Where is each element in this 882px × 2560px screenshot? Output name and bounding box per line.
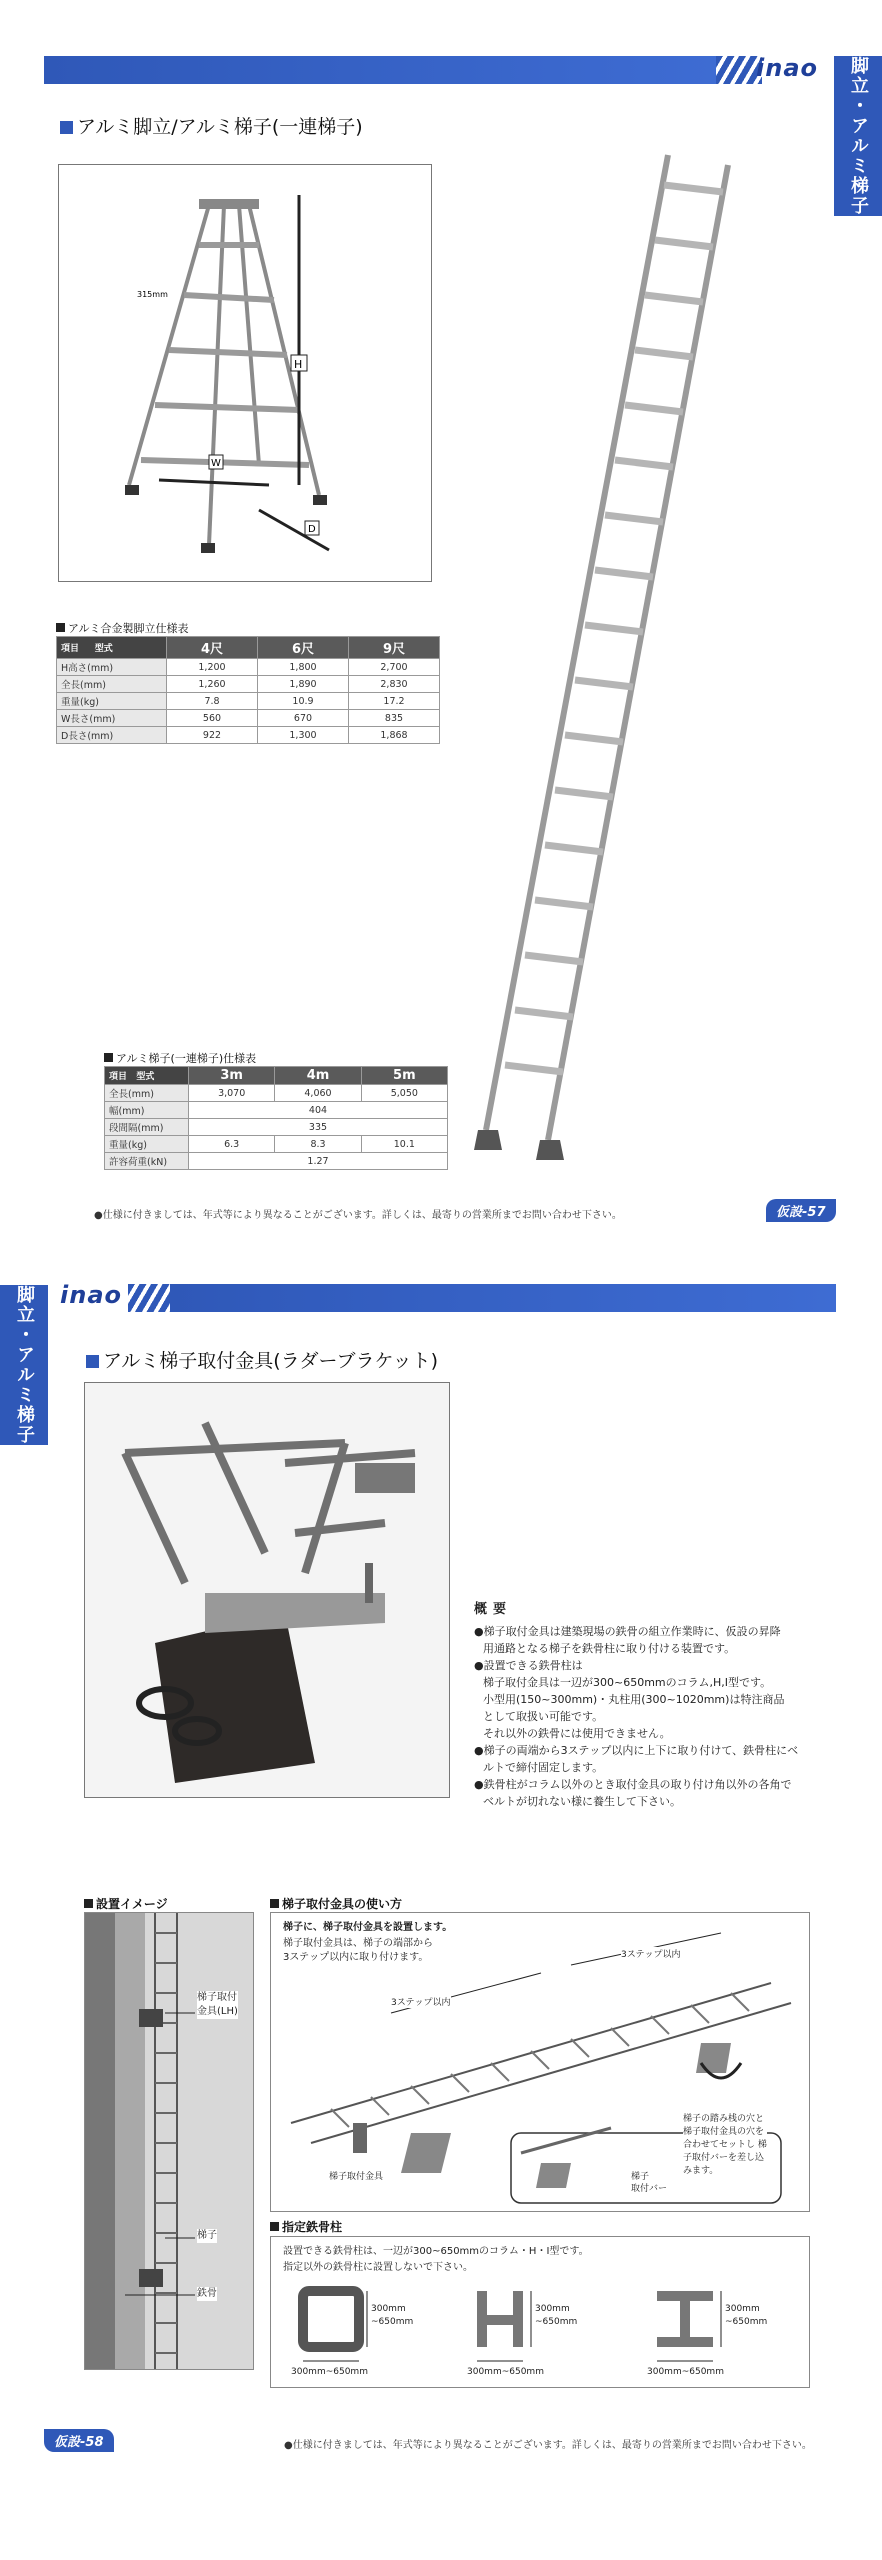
usage-bold: 梯子に、梯子取付金具を設置します。 [283, 1922, 453, 1933]
table-cell: 10.9 [258, 693, 349, 710]
table-cell: 5,050 [361, 1085, 447, 1102]
stepladder-image [58, 164, 432, 582]
side-tab [834, 56, 882, 216]
width-label: W [211, 458, 221, 469]
overview-line: 用通路となる梯子を鉄骨柱に取り付ける装置です。 [483, 1642, 736, 1655]
table-row [105, 1153, 448, 1170]
row-label: 段間隔(mm) [105, 1119, 189, 1136]
usage-box [270, 1912, 810, 2212]
stepladder-spec-table [56, 636, 440, 744]
single-ladder-image [468, 140, 748, 1170]
usage-title [270, 1895, 402, 1912]
side-tab-label: 脚立・アルミ梯子 [848, 56, 869, 216]
table-cell: 8.3 [275, 1136, 361, 1153]
detail-label: 梯子の踏み桟の穴と 梯子取付金具の穴を 合わせてセットし 梯 子取付バーを差し込 みます。 [683, 2114, 767, 2176]
install-label-bracket: 梯子取付 金具(LH) [197, 1992, 238, 2017]
columns-title [270, 2218, 342, 2235]
install-image [84, 1912, 254, 2370]
usage-line2: 3ステップ以内に取り付けます。 [283, 1952, 429, 1963]
table-cell: 2,700 [349, 659, 440, 676]
row-label: 重量(kg) [57, 693, 167, 710]
dim-bottom-i: 300mm~650mm [647, 2367, 724, 2377]
overview-line: として取扱い可能です。 [483, 1710, 604, 1723]
row-label: 幅(mm) [105, 1102, 189, 1119]
table-cell: 17.2 [349, 693, 440, 710]
table-corner: 項目 型式 [105, 1067, 189, 1085]
table-cell: 2,830 [349, 676, 440, 693]
page-number-58: 仮設-58 [44, 2429, 114, 2452]
column-header: 4m [275, 1067, 361, 1085]
table-cell: 1,868 [349, 727, 440, 744]
table-cell: 10.1 [361, 1136, 447, 1153]
table-cell: 4,060 [275, 1085, 361, 1102]
dim-bottom-h: 300mm~650mm [467, 2367, 544, 2377]
overview-section [474, 1598, 814, 1810]
side-tab-page2 [0, 1285, 48, 1445]
page-title-text: アルミ脚立/アルミ梯子(一連梯子) [77, 116, 363, 138]
header-stripes-page2 [128, 1284, 174, 1312]
install-square-icon [84, 1899, 93, 1908]
table-header-row [105, 1067, 448, 1085]
table1-square-icon [56, 623, 65, 632]
single-ladder-drawing [468, 140, 748, 1170]
table-row [57, 710, 440, 727]
columns-line2: 指定以外の鉄骨柱に設置しないで下さい。 [283, 2262, 473, 2273]
table-cell: 1,300 [258, 727, 349, 744]
table-row [57, 727, 440, 744]
table-cell: 922 [167, 727, 258, 744]
table-cell: 1,260 [167, 676, 258, 693]
table-cell: 404 [189, 1102, 448, 1119]
table-cell: 335 [189, 1119, 448, 1136]
row-label: 全長(mm) [57, 676, 167, 693]
table-cell: 1.27 [189, 1153, 448, 1170]
table-corner: 項目 型式 [57, 637, 167, 659]
table-cell: 670 [258, 710, 349, 727]
table-row [57, 659, 440, 676]
table-row [57, 676, 440, 693]
table-cell: 1,800 [258, 659, 349, 676]
table-row [105, 1102, 448, 1119]
page2-title-text: アルミ梯子取付金具(ラダーブラケット) [103, 1350, 438, 1372]
height-label: H [294, 358, 303, 371]
page2-title [86, 1346, 438, 1373]
step-spacing-label: 315mm [137, 290, 168, 299]
table1-title-text: アルミ合金製脚立仕様表 [68, 622, 189, 635]
column-header: 9尺 [349, 637, 440, 659]
table-row [105, 1136, 448, 1153]
table2-title [104, 1050, 256, 1066]
step-label-left: 3ステップ以内 [391, 1995, 451, 2008]
dim-side-h: 300mm ~650mm [535, 2304, 578, 2327]
dim-side-i: 300mm ~650mm [725, 2304, 768, 2327]
columns-square-icon [270, 2222, 279, 2231]
install-title [84, 1895, 168, 1912]
dim-bottom-o: 300mm~650mm [291, 2367, 368, 2377]
overview-line: ●梯子取付金具は建築現場の鉄骨の組立作業時に、仮設の昇降 [474, 1625, 781, 1638]
install-title-text: 設置イメージ [96, 1897, 168, 1911]
step-label-right: 3ステップ以内 [621, 1947, 681, 1960]
columns-line1: 設置できる鉄骨柱は、一辺が300~650mmのコラム・H・I型です。 [283, 2246, 589, 2257]
column-header: 4尺 [167, 637, 258, 659]
row-label: H高さ(mm) [57, 659, 167, 676]
column-header: 3m [189, 1067, 275, 1085]
page-title [60, 112, 363, 139]
ladder-spec-table [104, 1066, 448, 1170]
usage-title-text: 梯子取付金具の使い方 [282, 1897, 403, 1911]
column-header: 6尺 [258, 637, 349, 659]
table-cell: 1,200 [167, 659, 258, 676]
table-cell: 835 [349, 710, 440, 727]
install-label-steel: 鉄骨 [197, 2288, 217, 2299]
table-cell: 6.3 [189, 1136, 275, 1153]
header-bar-page2 [170, 1284, 836, 1312]
usage-line1: 梯子取付金具は、梯子の端部から [283, 1938, 433, 1949]
overview-line: ●設置できる鉄骨柱は [474, 1659, 583, 1672]
row-label: D長さ(mm) [57, 727, 167, 744]
overview-line: 梯子取付金具は一辺が300~650mmのコラム,H,I型です。 [483, 1676, 772, 1689]
page1-note: ●仕様に付きましては、年式等により異なることがございます。詳しくは、最寄りの営業所までお問い合わせ下さい。 [94, 1210, 622, 1221]
table-cell: 1,890 [258, 676, 349, 693]
title-square-icon [60, 121, 73, 134]
page2-note: ●仕様に付きましては、年式等により異なることがございます。詳しくは、最寄りの営業所までお問い合わせ下さい。 [284, 2440, 812, 2451]
usage-square-icon [270, 1899, 279, 1908]
title-square-icon [86, 1355, 99, 1368]
overview-line: ●梯子の両端から3ステップ以内に上下に取り付けて、鉄骨柱にベ [474, 1744, 799, 1757]
table-cell: 560 [167, 710, 258, 727]
dim-side-o: 300mm ~650mm [371, 2304, 414, 2327]
table1-title [56, 620, 189, 636]
install-label-ladder: 梯子 [197, 2230, 217, 2241]
row-label: 全長(mm) [105, 1085, 189, 1102]
table2-square-icon [104, 1053, 113, 1062]
overview-heading: 概要 [474, 1602, 513, 1617]
bracket-drawing [85, 1383, 449, 1797]
bar-label: 梯子 取付バー [631, 2172, 668, 2194]
columns-box [270, 2236, 810, 2388]
stepladder-drawing [59, 165, 431, 581]
table-header-row [57, 637, 440, 659]
page-number-57: 仮設-57 [766, 1199, 836, 1222]
overview-line: 小型用(150~300mm)・丸柱用(300~1020mm)は特注商品 [483, 1693, 785, 1706]
row-label: 許容荷重(kN) [105, 1153, 189, 1170]
column-header: 5m [361, 1067, 447, 1085]
overview-line: それ以外の鉄骨には使用できません。 [483, 1727, 671, 1740]
install-drawing [85, 1913, 253, 2369]
row-label: W長さ(mm) [57, 710, 167, 727]
table-row [105, 1119, 448, 1136]
overview-line: ルトで締付固定します。 [483, 1761, 604, 1774]
row-label: 重量(kg) [105, 1136, 189, 1153]
depth-label: D [308, 524, 316, 535]
table-row [105, 1085, 448, 1102]
brand-logo-page2: inao [60, 1281, 122, 1309]
brand-logo: inao [756, 54, 818, 82]
overview-line: ベルトが切れない様に養生して下さい。 [483, 1795, 681, 1808]
side-tab-label: 脚立・アルミ梯子 [14, 1285, 35, 1445]
overview-line: ●鉄骨柱がコラム以外のとき取付金具の取り付け角以外の各角で [474, 1778, 792, 1791]
columns-title-text: 指定鉄骨柱 [282, 2220, 343, 2234]
table-cell: 3,070 [189, 1085, 275, 1102]
ladder-bracket-photo [84, 1382, 450, 1798]
table-row [57, 693, 440, 710]
bracket-label: 梯子取付金具 [329, 2169, 383, 2182]
table-cell: 7.8 [167, 693, 258, 710]
header-bar [44, 56, 724, 84]
table2-title-text: アルミ梯子(一連梯子)仕様表 [116, 1052, 257, 1065]
